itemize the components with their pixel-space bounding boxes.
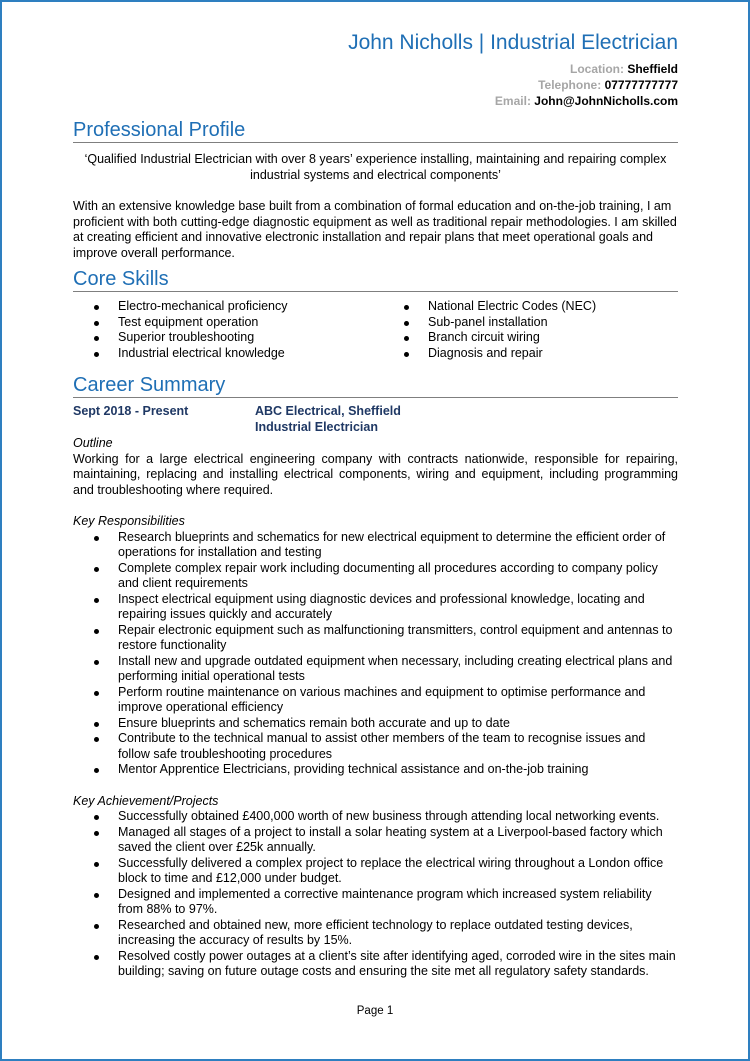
list-item: Managed all stages of a project to install a solar heating system at a Liverpool-based factory which saved the client over £25k annually. bbox=[73, 825, 678, 856]
skill-item: Diagnosis and repair bbox=[383, 346, 596, 362]
job-dates: Sept 2018 - Present bbox=[73, 404, 189, 418]
resume-header bbox=[348, 30, 678, 109]
list-item: Mentor Apprentice Electricians, providing technical assistance and on-the-job training bbox=[73, 762, 678, 778]
profile-body: With an extensive knowledge base built from a combination of formal education and on-the-job training, I am proficient with both cutting-edge diagnostic equipment as well as traditional repair methodologies. I am skilled at creating efficient and innovative electronic installation and repair plans that meet operational goals and improve overall performance. bbox=[73, 199, 677, 260]
skill-item: Branch circuit wiring bbox=[383, 330, 596, 346]
responsibilities-list bbox=[73, 530, 678, 778]
telephone-value: 07777777777 bbox=[604, 78, 678, 92]
location-line bbox=[348, 61, 678, 77]
list-item: Researched and obtained new, more efficient technology to replace outdated testing devices, increasing the accuracy of results by 15%. bbox=[73, 918, 678, 949]
skills-left-list bbox=[73, 299, 383, 361]
page-number: Page 1 bbox=[356, 1005, 394, 1017]
candidate-name: John Nicholls | Industrial Electrician bbox=[348, 31, 678, 54]
profile-quote: ‘Qualified Industrial Electrician with over 8 years’ experience installing, maintaining and repairing complex industrial systems and electrical components’ bbox=[84, 152, 667, 182]
career-heading: Career Summary bbox=[73, 374, 678, 398]
skills-section bbox=[73, 268, 678, 361]
list-item: Designed and implemented a corrective maintenance program which increased system reliability from 88% to 97%. bbox=[73, 887, 678, 918]
list-item: Perform routine maintenance on various machines and equipment to optimise performance and improve operational efficiency bbox=[73, 685, 678, 716]
skills-columns bbox=[73, 299, 678, 361]
telephone-label: Telephone: bbox=[538, 78, 602, 92]
list-item: Repair electronic equipment such as malfunctioning transmitters, control equipment and antennas to restore functionality bbox=[73, 623, 678, 654]
profile-section bbox=[73, 119, 678, 261]
career-section bbox=[73, 374, 678, 980]
skill-item: Electro-mechanical proficiency bbox=[73, 299, 383, 315]
location-value: Sheffield bbox=[627, 62, 678, 76]
achievements-label: Key Achievement/Projects bbox=[73, 793, 219, 808]
list-item: Contribute to the technical manual to assist other members of the team to recognise issues and follow safe troubleshooting procedures bbox=[73, 731, 678, 762]
job-role: Industrial Electrician bbox=[255, 419, 378, 434]
list-item: Research blueprints and schematics for new electrical equipment to determine the efficient order of operations for installation and testing bbox=[73, 530, 678, 561]
outline-text: Working for a large electrical engineering company with contracts nationwide, responsible for repairing, maintaining, replacing and installing electrical components, wiring and equipment, including programming and troubleshooting where required. bbox=[73, 451, 678, 497]
contact-details bbox=[348, 61, 678, 109]
location-label: Location: bbox=[569, 62, 624, 76]
skill-item: Sub-panel installation bbox=[383, 315, 596, 331]
email-line bbox=[348, 93, 678, 109]
skill-item: Superior troubleshooting bbox=[73, 330, 383, 346]
achievements-list bbox=[73, 809, 678, 980]
email-value: John@JohnNicholls.com bbox=[534, 94, 678, 108]
list-item: Inspect electrical equipment using diagnostic devices and professional knowledge, locating and repairing issues quickly and accurately bbox=[73, 592, 678, 623]
list-item: Resolved costly power outages at a client’s site after identifying aged, corroded wire in the sites main building; saving on future outage costs and ensuring the site met all regulatory safety standards. bbox=[73, 949, 678, 980]
skill-item: Industrial electrical knowledge bbox=[73, 346, 383, 362]
email-label: Email: bbox=[494, 94, 531, 108]
profile-heading: Professional Profile bbox=[73, 119, 678, 143]
skills-heading: Core Skills bbox=[73, 268, 678, 292]
skills-right-list bbox=[383, 299, 596, 361]
skill-item: Test equipment operation bbox=[73, 315, 383, 331]
list-item: Complete complex repair work including documenting all procedures according to company policy and client requirements bbox=[73, 561, 678, 592]
outline-label: Outline bbox=[73, 436, 113, 450]
job-title-block bbox=[255, 404, 401, 435]
telephone-line bbox=[348, 77, 678, 93]
list-item: Successfully delivered a complex project to replace the electrical wiring throughout a London office block to time and £12,000 under budget. bbox=[73, 856, 678, 887]
list-item: Install new and upgrade outdated equipment when necessary, including creating electrical plans and performing initial operational tests bbox=[73, 654, 678, 685]
job-header bbox=[73, 404, 678, 435]
list-item: Ensure blueprints and schematics remain both accurate and up to date bbox=[73, 716, 678, 732]
responsibilities-label: Key Responsibilities bbox=[73, 514, 185, 528]
list-item: Successfully obtained £400,000 worth of new business through attending local networking events. bbox=[73, 809, 678, 825]
job-company: ABC Electrical, Sheffield bbox=[255, 404, 401, 418]
skill-item: National Electric Codes (NEC) bbox=[383, 299, 596, 315]
